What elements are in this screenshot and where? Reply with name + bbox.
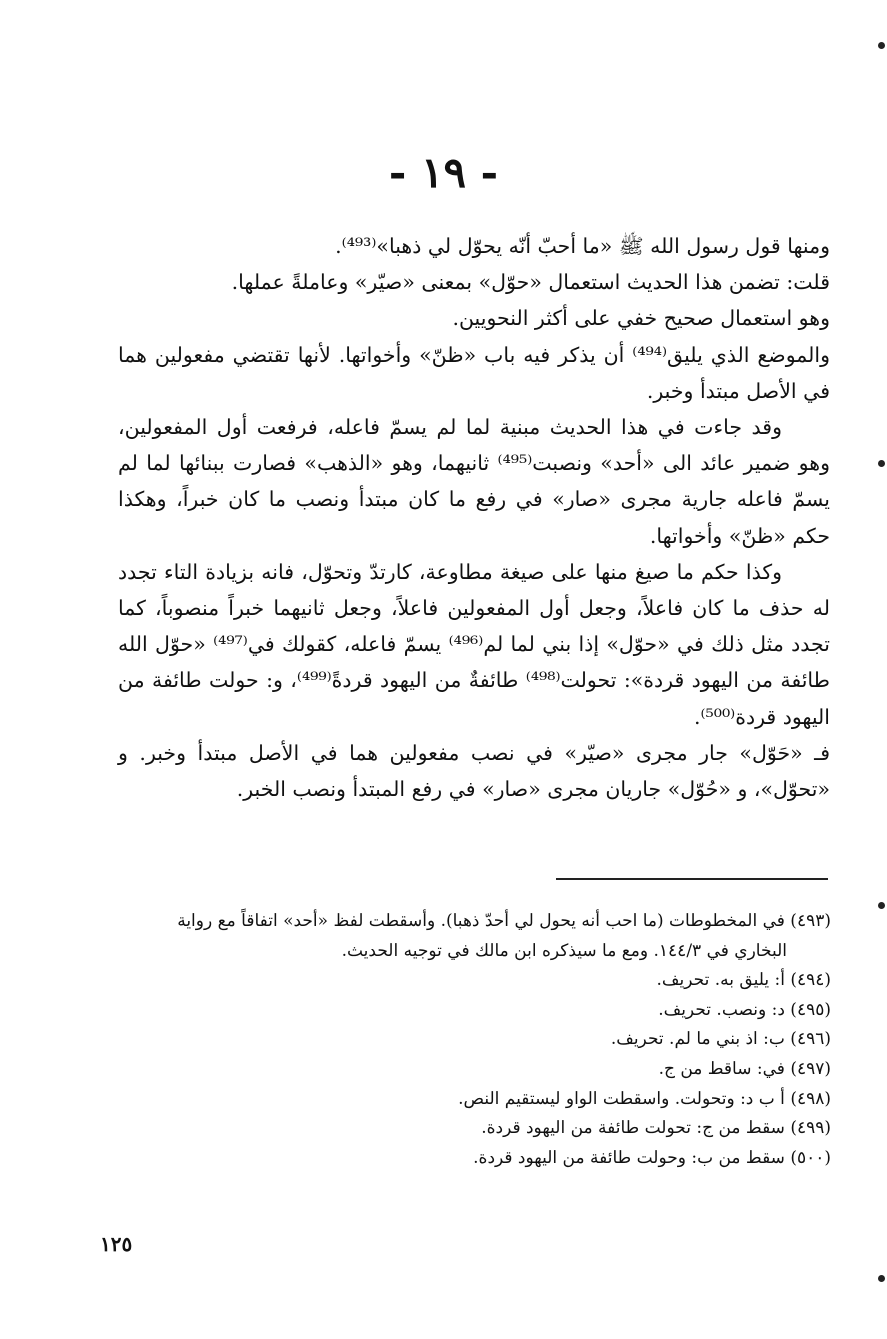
margin-mark: [878, 460, 885, 467]
margin-mark: [878, 42, 885, 49]
paragraph-hadith: ومنها قول رسول الله ﷺ «ما أحبّ أنّه يحوّل لي ذهبا»⁽⁴⁹³⁾.: [335, 234, 830, 258]
chapter-number-title: - ١٩ -: [388, 148, 499, 197]
footnote-499: (٤٩٩) سقط من ج: تحولت طائفة من اليهود قردة.: [481, 1118, 831, 1139]
paragraph-mutawaa: وكذا حكم ما صيغ منها على صيغة مطاوعة، كارتدّ وتحوّل، فانه بزيادة التاء تجدد له حذف ما كان فاعلاً، وجعل أول المفعولين فاعلاً، وجعل ثانيهما خبراً منصوباً، كما تجدد مثل ذلك في «حوّل» إذا بني لما لم⁽⁴⁹⁶⁾ يسمّ فاعله، كقولك في⁽⁴⁹⁷⁾ «حوّل الله طائفة من اليهود قردة»: تحولت⁽⁴⁹⁸⁾ طائفةٌ من اليهود قردةً⁽⁴⁹⁹⁾، و: حولت طائفة من اليهود قردة⁽⁵⁰⁰⁾.: [118, 559, 830, 729]
page-number: ١٢٥: [100, 1232, 133, 1256]
footnote-493-continued: البخاري في ١٤٤/٣. ومع ما سيذكره ابن مالك في توجيه الحديث.: [341, 940, 787, 961]
margin-mark: [878, 1275, 885, 1282]
footnote-498: (٤٩٨) أ ب د: وتحولت. واسقطت الواو ليستقيم النص.: [458, 1088, 831, 1109]
footnotes-section: [126, 907, 831, 1173]
footnote-500: (٥٠٠) سقط من ب: وحولت طائفة من اليهود قردة.: [473, 1147, 831, 1168]
footnote-494: (٤٩٤) أ: يليق به. تحريف.: [656, 970, 831, 991]
paragraph-usage: وهو استعمال صحيح خفي على أكثر النحويين.: [452, 306, 830, 331]
footnote-493: (٤٩٣) في المخطوطات (ما احب أنه يحول لي أحدّ ذهبا). وأسقطت لفظ «أحد» اتفاقاً مع رواية: [177, 911, 831, 931]
footnote-496: (٤٩٦) ب: اذ بني ما لم. تحريف.: [610, 1029, 831, 1050]
main-text: [118, 228, 830, 807]
paragraph-location: والموضع الذي يليق⁽⁴⁹⁴⁾ أن يذكر فيه باب «ظنّ» وأخواتها. لأنها تقتضي مفعولين هما في الأصل مبتدأ وخبر.: [118, 342, 830, 403]
paragraph-passive: وقد جاءت في هذا الحديث مبنية لما لم يسمّ فاعله، فرفعت أول المفعولين، وهو ضمير عائد الى «أحد» ونصبت⁽⁴⁹⁵⁾ ثانيهما، وهو «الذهب» فصارت ببنائها لما لم يسمّ فاعله جارية مجرى «صار» في رفع ما كان مبتدأ ونصب ما كان خبراً، وهكذا حكم «ظنّ» وأخواتها.: [118, 415, 830, 548]
footnote-495: (٤٩٥) د: ونصب. تحريف.: [658, 999, 831, 1020]
footnote-separator: [556, 878, 828, 880]
footnote-497: (٤٩٧) في: ساقط من ج.: [658, 1058, 831, 1079]
paragraph-conclusion: فـ «حَوّل» جار مجرى «صيّر» في نصب مفعولين هما في الأصل مبتدأ وخبر. و «تحوّل»، و «حُوّل» جاريان مجرى «صار» في رفع المبتدأ ونصب الخبر.: [118, 740, 830, 802]
margin-mark: [878, 902, 885, 909]
paragraph-comment: قلت: تضمن هذا الحديث استعمال «حوّل» بمعنى «صيّر» وعاملةً عملها.: [231, 270, 830, 295]
